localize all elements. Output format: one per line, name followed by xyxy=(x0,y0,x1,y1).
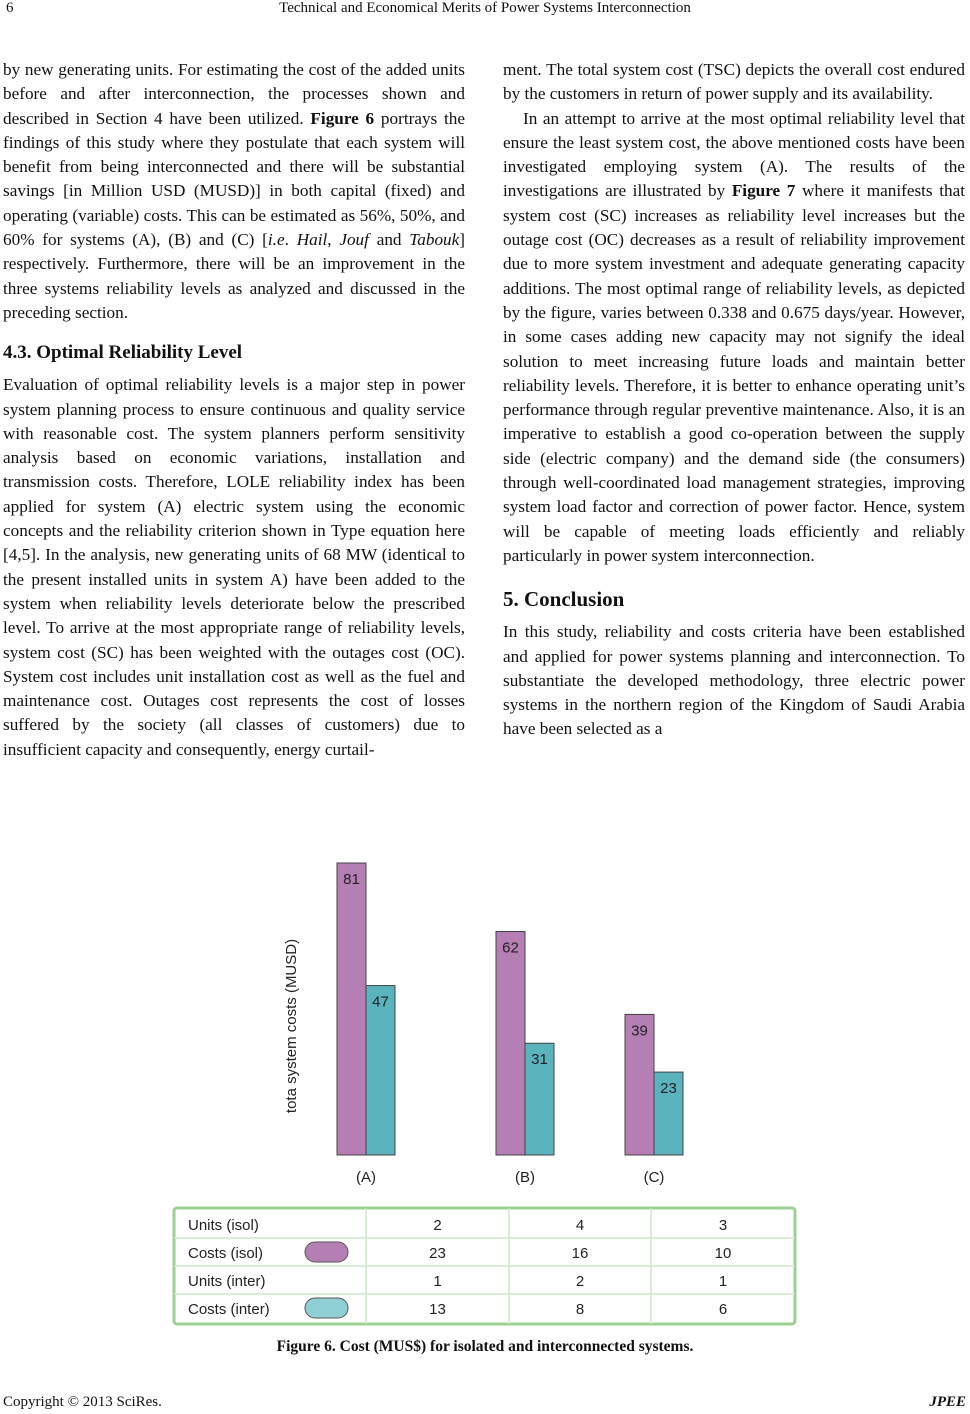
copyright: Copyright © 2013 SciRes. xyxy=(3,1394,162,1410)
table-cell: 1 xyxy=(718,1273,728,1290)
table-cell: 2 xyxy=(575,1273,585,1290)
x-category-label: (A) xyxy=(356,1169,376,1186)
text-run: Jouf xyxy=(339,230,369,250)
legend-swatch xyxy=(305,1298,348,1318)
bar-isol xyxy=(496,931,525,1155)
table-row-label: Costs (isol) xyxy=(188,1245,264,1262)
bar-isol xyxy=(337,863,366,1155)
text-run: , xyxy=(327,230,340,250)
paragraph xyxy=(3,58,465,325)
paragraph: ment. The total system cost (TSC) depicts the overall cost endured by the customers in return of power supply and its availability. xyxy=(503,60,965,104)
text-run: . xyxy=(284,230,297,250)
bar-value-label: 23 xyxy=(660,1080,677,1098)
text-run: Hail xyxy=(296,230,328,250)
table-cell: 6 xyxy=(718,1301,728,1318)
right-column xyxy=(503,58,965,742)
page-number: 6 xyxy=(6,0,14,16)
figure-reference: Figure 6 xyxy=(310,108,375,128)
table-row-label: Units (inter) xyxy=(188,1273,266,1290)
table-row-label: Costs (inter) xyxy=(188,1301,270,1318)
text-run: i.e xyxy=(267,230,285,250)
bar-value-label: 81 xyxy=(343,871,360,888)
figure-caption: Figure 6. Cost (MUS$) for isolated and interconnected systems. xyxy=(276,1338,694,1355)
bar-value-label: 31 xyxy=(531,1051,548,1069)
section-heading: 5. Conclusion xyxy=(503,587,625,612)
paragraph xyxy=(503,107,965,569)
bar-value-label: 47 xyxy=(372,993,389,1011)
table-cell: 2 xyxy=(433,1217,442,1234)
table-cell: 10 xyxy=(714,1245,732,1262)
left-column xyxy=(3,58,465,762)
table-cell: 13 xyxy=(429,1301,446,1318)
table-cell: 1 xyxy=(433,1273,442,1290)
text-run: by new generating units. For estimating the cost of the added units before and after interconnection, the processes shown and described in Section 4 have been utilized. xyxy=(3,60,465,128)
legend-swatch xyxy=(305,1242,348,1262)
bar-value-label: 62 xyxy=(502,939,519,957)
x-category-label: (C) xyxy=(643,1169,665,1186)
bar-inter xyxy=(366,986,395,1155)
section-heading: 4.3. Optimal Reliability Level xyxy=(3,342,243,364)
text-run: portrays the findings of this study where they postulate that each system will benefit from being interconnected and there will be substantial savings [in Million USD (MUSD)] in both capital (fixed) and operating (variable) costs. This can be estimated as 56%, 50%, and 60% for systems (A), (B) and (C) [ xyxy=(3,108,465,250)
text-run: ] respectively. Furthermore, there will be an improvement in the three systems reliability levels as analyzed and discussed in the preceding section. xyxy=(3,230,466,322)
table-cell: 23 xyxy=(429,1245,446,1262)
journal-name: JPEE xyxy=(929,1394,966,1410)
figure-6 xyxy=(0,850,970,1330)
paragraph: In this study, reliability and costs criteria have been established and applied for power systems planning and interconnection. To substantiate the developed methodology, three electric power systems in the northern region of the Kingdom of Saudi Arabia have been selected as a xyxy=(503,622,965,739)
running-title: Technical and Economical Merits of Power Systems Interconnection xyxy=(279,0,691,16)
text-run: In an attempt to arrive at the most optimal reliability level that ensure the least system cost, the above mentioned costs have been investigated employing system (A). The results of the investigations are illustrated by xyxy=(503,108,965,201)
cost-bar-chart xyxy=(0,850,970,1330)
table-cell: 16 xyxy=(571,1245,589,1262)
paragraph: Evaluation of optimal reliability levels is a major step in power system planning process to ensure continuous and quality service with reasonable cost. The system planners perform sensitivity analysis based on economic variations, installation and transmission costs. Therefore, LOLE reliability index has been applied for system (A) electric system using the economic concepts and the reliability criterion shown in Type equation here [4,5]. In the analysis, new generating units of 68 MW (identical to the present installed units in system A) have been added to the system when reliability levels deteriorate below the prescribed level. To arrive at the most appropriate range of reliability levels, system cost (SC) has been weighted with the outages cost (OC). System cost includes unit installation cost as well as the fuel and maintenance cost. Outages cost represents the cost of losses suffered by the society (all classes of customers) due to insufficient capacity and consequently, energy curtail- xyxy=(3,375,465,759)
table-cell: 8 xyxy=(575,1301,585,1318)
x-category-label: (B) xyxy=(515,1169,535,1186)
y-axis-label: tota system costs (MUSD) xyxy=(283,938,300,1114)
page-header xyxy=(0,0,970,24)
text-run: and xyxy=(368,230,410,250)
table-row-label: Units (isol) xyxy=(188,1217,259,1234)
text-run: where it manifests that system cost (SC) increases as reliability level increases but the outage cost (OC) decreases as a result of reliability improvement due to more system investment and adequate generating capacity additions. The most optimal range of reliability levels, as depicted by the figure, varies between 0.338 and 0.675 days/year. However, in some cases adding new capacity may not signify the ideal solution to meet increasing future loads and maintain better reliability levels. Therefore, it is better to enhance operating unit’s performance through regular preventive maintenance. Also, it is an imperative to establish a good co-operation between the supply side (electric company) and the demand side (the consumers) through well-coordinated load management strategies, improving system load factor and correction of power factor. Hence, system will be capable of meeting loads efficiently and reliably particularly in power system interconnection. xyxy=(503,181,965,565)
table-cell: 3 xyxy=(718,1217,728,1234)
text-run: Tabouk xyxy=(409,230,460,250)
table-cell: 4 xyxy=(575,1217,585,1234)
bar-value-label: 39 xyxy=(631,1022,648,1040)
figure-reference: Figure 7 xyxy=(731,181,796,201)
